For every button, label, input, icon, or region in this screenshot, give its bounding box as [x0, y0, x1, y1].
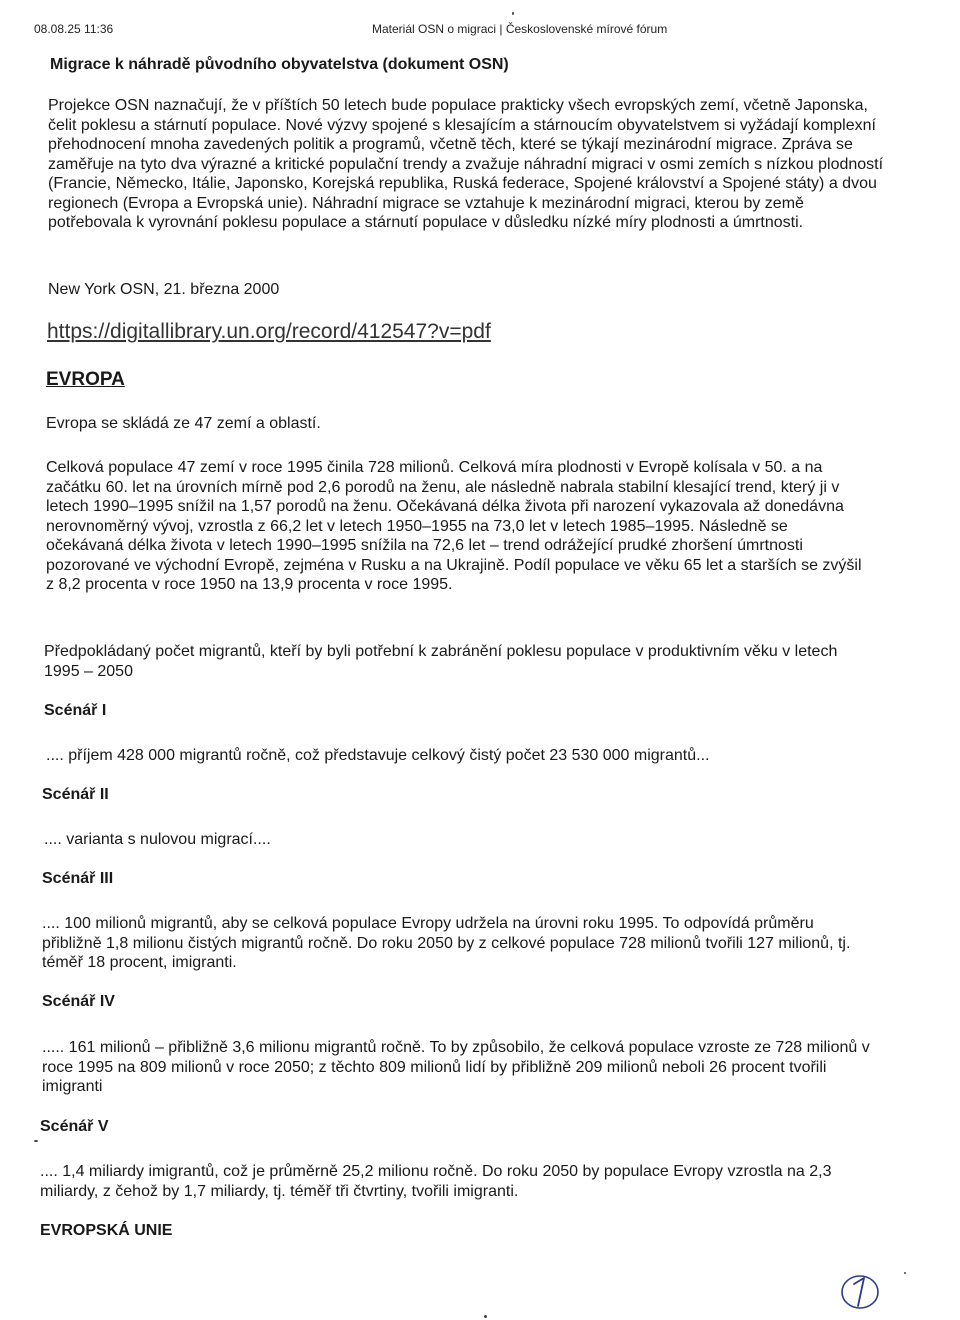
projection-paragraph: Předpokládaný počet migrantů, kteří by byli potřební k zabránění poklesu populace v produktivním věku v letech 1995 – 2050 — [44, 643, 838, 680]
scenario-heading: Scénář II — [42, 786, 109, 803]
scenario-text: .... 1,4 miliardy imigrantů, což je průměrně 25,2 milionu ročně. Do roku 2050 by populace Evropy vzrostla na 2,3 miliardy, z čehož by 1,7 miliardy, tj. téměř tři čtvrtiny, tvořili imigranti. — [40, 1163, 832, 1200]
scan-speck — [904, 1272, 906, 1274]
scenario-heading: Scénář III — [42, 870, 114, 887]
scenario-heading: Scénář V — [40, 1118, 109, 1135]
scan-speck — [512, 12, 514, 15]
section-heading-eu: EVROPSKÁ UNIE — [40, 1222, 173, 1239]
scenario-text: .... příjem 428 000 migrantů ročně, což představuje celkový čistý počet 23 530 000 migrantů... — [46, 747, 710, 764]
scan-speck — [34, 1140, 38, 1142]
source-link[interactable]: https://digitallibrary.un.org/record/412547?v=pdf — [47, 320, 491, 343]
europe-countries-paragraph: Evropa se skládá ze 47 zemí a oblastí. — [46, 415, 321, 432]
scenario-text: ..... 161 milionů – přibližně 3,6 milionu migrantů ročně. To by způsobilo, že celková populace vzroste ze 728 milionů v roce 1995 na 809 milionů v roce 2050; z těchto 809 milionů lidí by přibližně 209 milionů neboli 26 procent tvořili imigranti — [42, 1039, 870, 1095]
handwritten-page-number — [836, 1270, 886, 1314]
scenario-heading: Scénář IV — [42, 993, 115, 1010]
print-datetime: 08.08.25 11:36 — [34, 22, 114, 36]
europe-population-paragraph: Celková populace 47 zemí v roce 1995 činila 728 milionů. Celková míra plodnosti v Evropě kolísala v 50. a na začátku 60. let na úrovních mírně pod 2,6 porodů na ženu, ale následně nabrala stabilní klesající trend, který ji v letech 1990–1995 snížil na 1,57 porodů na ženu. Očekávaná délka života při narození vykazovala až donedávna nerovnoměrný vývoj, vzrostla z 66,2 let v letech 1950–1955 na 73,0 let v letech 1985–1995. Následně se očekávaná délka života v letech 1990–1995 snížila na 72,6 let – trend odrážející prudké zhoršení úmrtnosti pozorované ve východní Evropě, zejména v Rusku a na Ukrajině. Podíl populace ve věku 65 let a starších se zvýšil z 8,2 procenta v roce 1950 na 13,9 procenta v roce 1995. — [46, 459, 862, 593]
scenario-heading: Scénář I — [44, 702, 107, 719]
scenario-text: .... varianta s nulovou migrací.... — [44, 831, 271, 848]
scenario-text: .... 100 milionů migrantů, aby se celková populace Evropy udržela na úrovni roku 1995. To odpovídá průměru přibližně 1,8 milionu čistých migrantů ročně. Do roku 2050 by z celkové populace 728 milionů tvořili 127 milionů, tj. téměř 18 procent, imigranti. — [42, 915, 851, 971]
section-heading-europe: EVROPA — [46, 369, 125, 390]
print-source-title: Materiál OSN o migraci | Československé mírové fórum — [372, 22, 668, 36]
intro-paragraph: Projekce OSN naznačují, že v příštích 50 letech bude populace prakticky všech evropských zemí, včetně Japonska, čelit poklesu a stárnutí populace. Nové výzvy spojené s klesajícím a stárnoucím obyvatelstvem si vyžádají komplexní přehodnocení mnoha zavedených politik a programů, včetně těch, které se týkají mezinárodní migrace. Zpráva se zaměřuje na tyto dva výrazné a kritické populační trendy a zvažuje náhradní migraci v osmi zemích s nízkou plodností (Francie, Německo, Itálie, Japonsko, Korejská republika, Ruská federace, Spojené království a Spojené státy) a dvou regionech (Evropa a Evropská unie). Náhradní migrace se vztahuje k mezinárodní migraci, kterou by země potřebovala k vyrovnání poklesu populace a stárnutí populace v důsledku nízké míry plodnosti a úmrtnosti. — [48, 97, 884, 231]
date-line: New York OSN, 21. března 2000 — [48, 281, 280, 298]
document-title: Migrace k náhradě původního obyvatelstva (dokument OSN) — [50, 56, 509, 73]
scan-speck — [484, 1315, 487, 1318]
